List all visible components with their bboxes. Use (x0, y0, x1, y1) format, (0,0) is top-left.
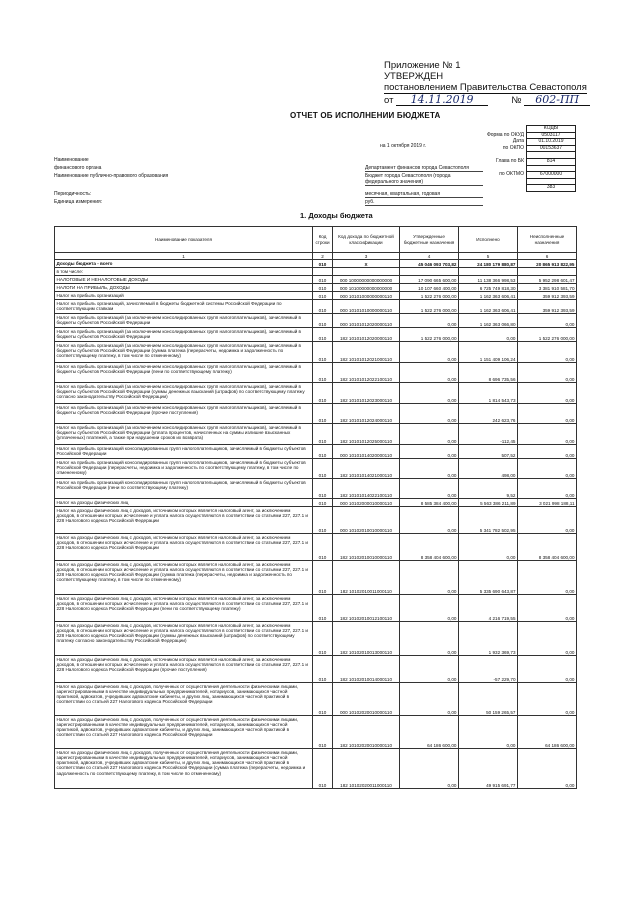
row-approved: 0,00 (400, 404, 459, 424)
row-code: 010 (313, 404, 333, 424)
row-approved: 64 186 600,00 (400, 716, 459, 749)
row-code: 010 (313, 284, 333, 292)
row-unexecuted: 359 912 393,59 (518, 292, 577, 300)
row-name: Налог на доходы физических лиц с доходов, полученных от осуществления деятельности физическими лицами, зарегистрированными в качестве индивидуальных предпринимателей, нотариусов, занимающихся частной практикой, адвокатов, учредивших адвокатские кабинеты, и других лиц, занимающихся частной практикой в соответствии со статьей 227 Налогового кодекса Российской Федерации (сумма платежа (перерасчеты, недоимка и задолженность по соответствующему платежу, в том числе по отмененному) (55, 749, 313, 789)
row-unexecuted: 0,00 (518, 595, 577, 622)
row-kbk: 000 10000000000000000 (333, 276, 400, 284)
row-executed: 498,00 (459, 459, 518, 479)
row-code: 010 (313, 507, 333, 534)
number-label: № (511, 95, 522, 106)
row-approved: 0,00 (400, 656, 459, 683)
row-approved: 45 046 093 703,82 (400, 260, 459, 268)
code-label: Глава по БК (496, 157, 524, 164)
row-unexecuted: 0,00 (518, 424, 577, 445)
table-row (55, 561, 577, 595)
row-kbk: 182 10101012020000110 (333, 328, 400, 342)
column-number: 1 (55, 253, 313, 260)
table-row (55, 260, 577, 268)
row-unexecuted: 1 522 276 000,00 (518, 328, 577, 342)
decree-signature-line (384, 94, 590, 108)
row-code: 010 (313, 260, 333, 268)
table-row (55, 683, 577, 716)
row-unexecuted: 0,00 (518, 314, 577, 328)
table-row (55, 276, 577, 284)
row-name: Налог на прибыль организаций консолидированных групп налогоплательщиков, зачисляемый в бюджеты субъектов Российской Федерации (пени по соответствующему платежу) (55, 479, 313, 499)
row-kbk: 182 10101012022100110 (333, 363, 400, 383)
table-row (55, 300, 577, 314)
row-kbk: 182 10101012024000110 (333, 404, 400, 424)
row-name: Налог на прибыль организаций (за исключением консолидированных групп налогоплательщиков), зачисляемый в бюджеты субъектов Российской Федерации (пени по соответствующему платежу) (55, 363, 313, 383)
row-approved: 1 522 276 000,00 (400, 300, 459, 314)
row-unexecuted: 64 186 600,00 (518, 716, 577, 749)
row-kbk: 182 10101014021000110 (333, 459, 400, 479)
row-unexecuted: 359 912 393,59 (518, 300, 577, 314)
row-kbk: 182 10101014022100110 (333, 479, 400, 499)
row-kbk: 182 10102010012100110 (333, 595, 400, 622)
row-approved: 0,00 (400, 424, 459, 445)
table-row (55, 284, 577, 292)
table-row (55, 445, 577, 459)
row-kbk: 182 10101012021000110 (333, 342, 400, 363)
meta-label: финансового органа (54, 165, 102, 171)
codes-header: КОДЫ (527, 126, 576, 133)
meta-value: Бюджет города Севастополя (города федерального значения) (365, 173, 483, 186)
meta-label: Периодичность: (54, 191, 92, 197)
report-meta (54, 157, 474, 207)
row-kbk: X (333, 260, 400, 268)
row-code: 010 (313, 328, 333, 342)
row-kbk: 000 10102000010000110 (333, 499, 400, 507)
meta-row (54, 173, 474, 187)
code-value: 67000000 (527, 172, 576, 179)
row-executed: 242 623,76 (459, 404, 518, 424)
report-date: на 1 октября 2019 г. (380, 143, 426, 149)
code-label: Форма по ОКУД (486, 131, 524, 138)
row-code: 010 (313, 300, 333, 314)
revenue-table (54, 226, 577, 789)
row-name: Налог на прибыль организаций (за исключением консолидированных групп налогоплательщиков), зачисляемый в бюджеты субъектов Российской Федерации (уплата процентов, начисленных на суммы излишне взысканных (уплаченных) платежей, а также при нарушении сроков их возврата) (55, 424, 313, 445)
code-labels-spacer (470, 125, 524, 132)
row-name: Налог на прибыль организаций (55, 292, 313, 300)
row-code: 010 (313, 499, 333, 507)
row-executed: -57 229,70 (459, 656, 518, 683)
row-kbk: 182 10102020011000110 (333, 749, 400, 789)
row-approved: 0,00 (400, 363, 459, 383)
row-name: Налог на доходы физических лиц с доходов, источником которых является налоговый агент, за исключением доходов, в отношении которых исчисление и уплата налога осуществляются в соответствии со статьями 227, 227.1 и 228 Налогового кодекса Российской Федерации (прочие поступления) (55, 656, 313, 683)
row-kbk: 000 10100000000000000 (333, 284, 400, 292)
row-name: НАЛОГОВЫЕ И НЕНАЛОГОВЫЕ ДОХОДЫ (55, 276, 313, 284)
table-row (55, 749, 577, 789)
row-code: 010 (313, 276, 333, 284)
section-title: 1. Доходы бюджета (300, 211, 373, 220)
code-value: 0503117 (527, 132, 576, 139)
column-number: 5 (459, 253, 518, 260)
row-code: 010 (313, 534, 333, 561)
row-code: 010 (313, 363, 333, 383)
row-name: Налог на доходы физических лиц с доходов, полученных от осуществления деятельности физическими лицами, зарегистрированными в качестве индивидуальных предпринимателей, нотариусов, занимающихся частной практикой, адвокатов, учредивших адвокатские кабинеты, и других лиц, занимающихся частной практикой в соответствии со статьей 227 Налогового кодекса Российской Федерации (55, 683, 313, 716)
report-title: ОТЧЕТ ОБ ИСПОЛНЕНИИ БЮДЖЕТА (290, 111, 441, 120)
table-body (55, 260, 577, 789)
row-kbk (333, 268, 400, 276)
row-kbk: 182 10102010011000110 (333, 561, 400, 595)
row-kbk: 182 10101012025000110 (333, 424, 400, 445)
row-executed: 6 725 749 818,30 (459, 284, 518, 292)
meta-row (54, 157, 474, 165)
table-row (55, 534, 577, 561)
row-code: 010 (313, 292, 333, 300)
approval-block (384, 60, 590, 108)
row-approved: 10 107 660 400,00 (400, 284, 459, 292)
row-unexecuted: 0,00 (518, 622, 577, 656)
row-approved: 0,00 (400, 595, 459, 622)
table-row (55, 424, 577, 445)
row-executed: 5 341 782 502,95 (459, 507, 518, 534)
row-code: 010 (313, 479, 333, 499)
from-label: от (384, 95, 394, 106)
code-value: 814 (527, 158, 576, 165)
row-unexecuted: 20 865 913 822,95 (518, 260, 577, 268)
row-approved: 0,00 (400, 749, 459, 789)
row-unexecuted: 0,00 (518, 749, 577, 789)
row-unexecuted: 3 381 910 581,70 (518, 284, 577, 292)
meta-row (54, 199, 474, 207)
row-executed (459, 268, 518, 276)
row-code: 010 (313, 656, 333, 683)
code-value: 383 (527, 185, 576, 192)
row-name: Налог на прибыль организаций, зачисляемый в бюджеты бюджетной системы Российской Федерации по соответствующим ставкам (55, 300, 313, 314)
code-value: 01.10.2019 (527, 139, 576, 146)
row-name: Налог на доходы физических лиц с доходов, источником которых является налоговый агент, за исключением доходов, в отношении которых исчисление и уплата налога осуществляются в соответствии со статьями 227, 227.1 и 228 Налогового кодекса Российской Федерации (55, 534, 313, 561)
row-name: НАЛОГИ НА ПРИБЫЛЬ, ДОХОДЫ (55, 284, 313, 292)
row-executed: 0,00 (459, 716, 518, 749)
row-code: 010 (313, 424, 333, 445)
row-kbk: 182 10102010010000110 (333, 534, 400, 561)
row-code: 010 (313, 716, 333, 749)
table-row (55, 459, 577, 479)
row-code: 010 (313, 749, 333, 789)
header-kbk: Код дохода по бюджетной классификации (333, 227, 400, 253)
row-executed: 50 159 265,57 (459, 683, 518, 716)
row-name: Налог на доходы физических лиц с доходов, источником которых является налоговый агент, за исключением доходов, в отношении которых исчисление и уплата налога осуществляются в соответствии со статьями 227, 227.1 и 228 Налогового кодекса Российской Федерации (суммы денежных взысканий (штрафов) по соответствующему платежу согласно законодательству Российской Федерации) (55, 622, 313, 656)
row-code: 010 (313, 459, 333, 479)
row-approved (400, 268, 459, 276)
table-row (55, 499, 577, 507)
row-approved: 1 522 276 000,00 (400, 292, 459, 300)
row-name: в том числе: (55, 268, 313, 276)
table-row (55, 656, 577, 683)
table-row (55, 507, 577, 534)
row-code (313, 268, 333, 276)
row-executed: 0,00 (459, 534, 518, 561)
table-row (55, 268, 577, 276)
row-kbk: 182 10102010013000110 (333, 622, 400, 656)
row-unexecuted: 0,00 (518, 561, 577, 595)
row-name: Налог на доходы физических лиц (55, 499, 313, 507)
row-executed: 1 162 363 066,80 (459, 314, 518, 328)
row-executed: -112,45 (459, 424, 518, 445)
row-code: 010 (313, 383, 333, 404)
row-kbk: 000 10102020010000110 (333, 683, 400, 716)
row-approved: 17 090 665 600,00 (400, 276, 459, 284)
row-approved: 0,00 (400, 342, 459, 363)
row-name: Налог на прибыль организаций (за исключением консолидированных групп налогоплательщиков), зачисляемый в бюджеты субъектов Российской Федерации (сумма платежа (перерасчеты, недоимка и задолженность по соответствующему платежу, в том числе по отмененному) (55, 342, 313, 363)
row-executed: 24 180 179 880,87 (459, 260, 518, 268)
row-unexecuted: 0,00 (518, 363, 577, 383)
row-approved: 8 585 384 400,00 (400, 499, 459, 507)
codes-table (526, 125, 576, 192)
code-label: по ОКТМО (499, 171, 524, 178)
row-unexecuted: 0,00 (518, 383, 577, 404)
row-executed: 0,00 (459, 328, 518, 342)
code-label (470, 151, 524, 158)
row-executed: 1 932 369,73 (459, 622, 518, 656)
meta-label: Наименование публично-правового образования (54, 173, 169, 179)
row-code: 010 (313, 683, 333, 716)
row-kbk: 000 10101012020000110 (333, 314, 400, 328)
header-approved: Утвержденные бюджетные назначения (400, 227, 459, 253)
row-code: 010 (313, 314, 333, 328)
row-approved: 8 358 404 600,00 (400, 534, 459, 561)
column-number: 3 (333, 253, 400, 260)
row-kbk: 182 10102020010000110 (333, 716, 400, 749)
meta-row (54, 191, 474, 199)
column-number: 6 (518, 253, 577, 260)
row-executed: 1 162 363 606,41 (459, 300, 518, 314)
row-unexecuted: 0,00 (518, 445, 577, 459)
column-number: 4 (400, 253, 459, 260)
table-row (55, 292, 577, 300)
meta-value: руб. (365, 199, 483, 206)
table-row (55, 363, 577, 383)
row-name: Налог на прибыль организаций (за исключением консолидированных групп налогоплательщиков), зачисляемый в бюджеты субъектов Российской Федерации (55, 314, 313, 328)
decree-number: 602-ПП (524, 94, 590, 106)
row-unexecuted: 0,00 (518, 479, 577, 499)
row-executed: 5 563 386 211,89 (459, 499, 518, 507)
row-name: Налог на доходы физических лиц с доходов, источником которых является налоговый агент, за исключением доходов, в отношении которых исчисление и уплата налога осуществляются в соответствии со статьями 227, 227.1 и 228 Налогового кодекса Российской Федерации (55, 507, 313, 534)
appendix-label: Приложение № 1 (384, 60, 461, 71)
row-kbk: 000 10101014020000110 (333, 445, 400, 459)
row-executed: 1 162 363 606,41 (459, 292, 518, 300)
row-approved: 0,00 (400, 622, 459, 656)
code-label: по ОКПО (502, 144, 524, 151)
row-kbk: 000 10101000000000110 (333, 292, 400, 300)
row-executed: 9,52 (459, 479, 518, 499)
row-kbk: 000 10102010010000110 (333, 507, 400, 534)
table-row (55, 622, 577, 656)
decree-text: постановлением Правительства Севастополя (384, 82, 587, 93)
row-unexecuted: 0,00 (518, 404, 577, 424)
row-name: Налог на прибыль организаций консолидированных групп налогоплательщиков, зачисляемый в бюджеты субъектов Российской Федерации (55, 445, 313, 459)
row-kbk: 182 10102010014000110 (333, 656, 400, 683)
table-row (55, 595, 577, 622)
table-row (55, 314, 577, 328)
row-unexecuted: 0,00 (518, 656, 577, 683)
meta-row (54, 165, 474, 173)
row-name: Доходы бюджета - всего (55, 260, 313, 268)
row-approved: 1 522 276 000,00 (400, 328, 459, 342)
row-unexecuted (518, 268, 577, 276)
row-approved: 0,00 (400, 314, 459, 328)
header-code: Код строки (313, 227, 333, 253)
row-code: 010 (313, 622, 333, 656)
row-approved: 0,00 (400, 479, 459, 499)
column-numbers-row (55, 253, 577, 260)
header-executed: Исполнено (459, 227, 518, 253)
row-approved: 0,00 (400, 383, 459, 404)
row-executed: 49 915 691,77 (459, 749, 518, 789)
table-row (55, 404, 577, 424)
row-unexecuted: 0,00 (518, 507, 577, 534)
row-name: Налог на прибыль организаций (за исключением консолидированных групп налогоплательщиков), зачисляемый в бюджеты субъектов Российской Федерации (55, 328, 313, 342)
row-name: Налог на доходы физических лиц с доходов, полученных от осуществления деятельности физическими лицами, зарегистрированными в качестве индивидуальных предпринимателей, нотариусов, занимающихся частной практикой, адвокатов, учредивших адвокатские кабинеты, и других лиц, занимающихся частной практикой в соответствии со статьей 227 Налогового кодекса Российской Федерации (55, 716, 313, 749)
table-header-row (55, 227, 577, 253)
meta-label: Наименование (54, 157, 89, 163)
row-name: Налог на доходы физических лиц с доходов, источником которых является налоговый агент, за исключением доходов, в отношении которых исчисление и уплата налога осуществляются в соответствии со статьями 227, 227.1 и 228 Налогового кодекса Российской Федерации (пени по соответствующему платежу) (55, 595, 313, 622)
row-executed: 11 138 366 998,53 (459, 276, 518, 284)
row-approved: 0,00 (400, 445, 459, 459)
table-row (55, 342, 577, 363)
row-approved: 0,00 (400, 683, 459, 716)
header-unexecuted: Неисполненные назначения (518, 227, 577, 253)
header-name: Наименование показателя (55, 227, 313, 253)
row-name: Налог на прибыль организаций (за исключением консолидированных групп налогоплательщиков), зачисляемый в бюджеты субъектов Российской Федерации (прочие поступления) (55, 404, 313, 424)
row-unexecuted: 0,00 (518, 683, 577, 716)
row-unexecuted: 0,00 (518, 342, 577, 363)
approved-label: УТВЕРЖДЕН (384, 71, 444, 82)
row-code: 010 (313, 561, 333, 595)
row-name: Налог на доходы физических лиц с доходов, источником которых является налоговый агент, за исключением доходов, в отношении которых исчисление и уплата налога осуществляются в соответствии со статьями 227, 227.1 и 228 Налогового кодекса Российской Федерации (сумма платежа (перерасчеты, недоимка и задолженность по соответствующему платежу, в том числе по отмененному) (55, 561, 313, 595)
row-unexecuted: 3 021 998 188,11 (518, 499, 577, 507)
table-row (55, 479, 577, 499)
code-label: Дата (512, 138, 524, 145)
row-name: Налог на прибыль организаций консолидированных групп налогоплательщиков, зачисляемый в бюджеты субъектов Российской Федерации (перерасчеты, недоимка и задолженность по соответствующему платежу, в том числе по отмененному) (55, 459, 313, 479)
column-number: 2 (313, 253, 333, 260)
row-executed: 1 814 543,73 (459, 383, 518, 404)
meta-label: Единица измерения: (54, 199, 103, 205)
row-code: 010 (313, 595, 333, 622)
row-unexecuted: 5 952 298 601,47 (518, 276, 577, 284)
row-executed: 8 696 735,56 (459, 363, 518, 383)
table-row (55, 328, 577, 342)
meta-value: месячная, квартальная, годовая (365, 191, 483, 198)
row-code: 010 (313, 445, 333, 459)
code-value: 00153637 (527, 145, 576, 152)
row-executed: 5 335 690 643,87 (459, 561, 518, 595)
row-kbk: 182 10101012023000110 (333, 383, 400, 404)
row-unexecuted: 0,00 (518, 459, 577, 479)
row-unexecuted: 8 358 404 600,00 (518, 534, 577, 561)
row-executed: 507,52 (459, 445, 518, 459)
table-row (55, 716, 577, 749)
row-approved: 0,00 (400, 561, 459, 595)
row-approved: 0,00 (400, 459, 459, 479)
row-executed: 4 216 719,55 (459, 595, 518, 622)
meta-value: Департамент финансов города Севастополя (365, 165, 483, 172)
table-row (55, 383, 577, 404)
row-approved: 0,00 (400, 507, 459, 534)
row-name: Налог на прибыль организаций (за исключением консолидированных групп налогоплательщиков), зачисляемый в бюджеты субъектов Российской Федерации (суммы денежных взысканий (штрафов) по соответствующему платежу согласно законодательству Российской Федерации) (55, 383, 313, 404)
decree-date: 14.11.2019 (396, 94, 488, 106)
row-code: 010 (313, 342, 333, 363)
row-kbk: 000 10101010000000110 (333, 300, 400, 314)
row-executed: 1 151 409 106,24 (459, 342, 518, 363)
